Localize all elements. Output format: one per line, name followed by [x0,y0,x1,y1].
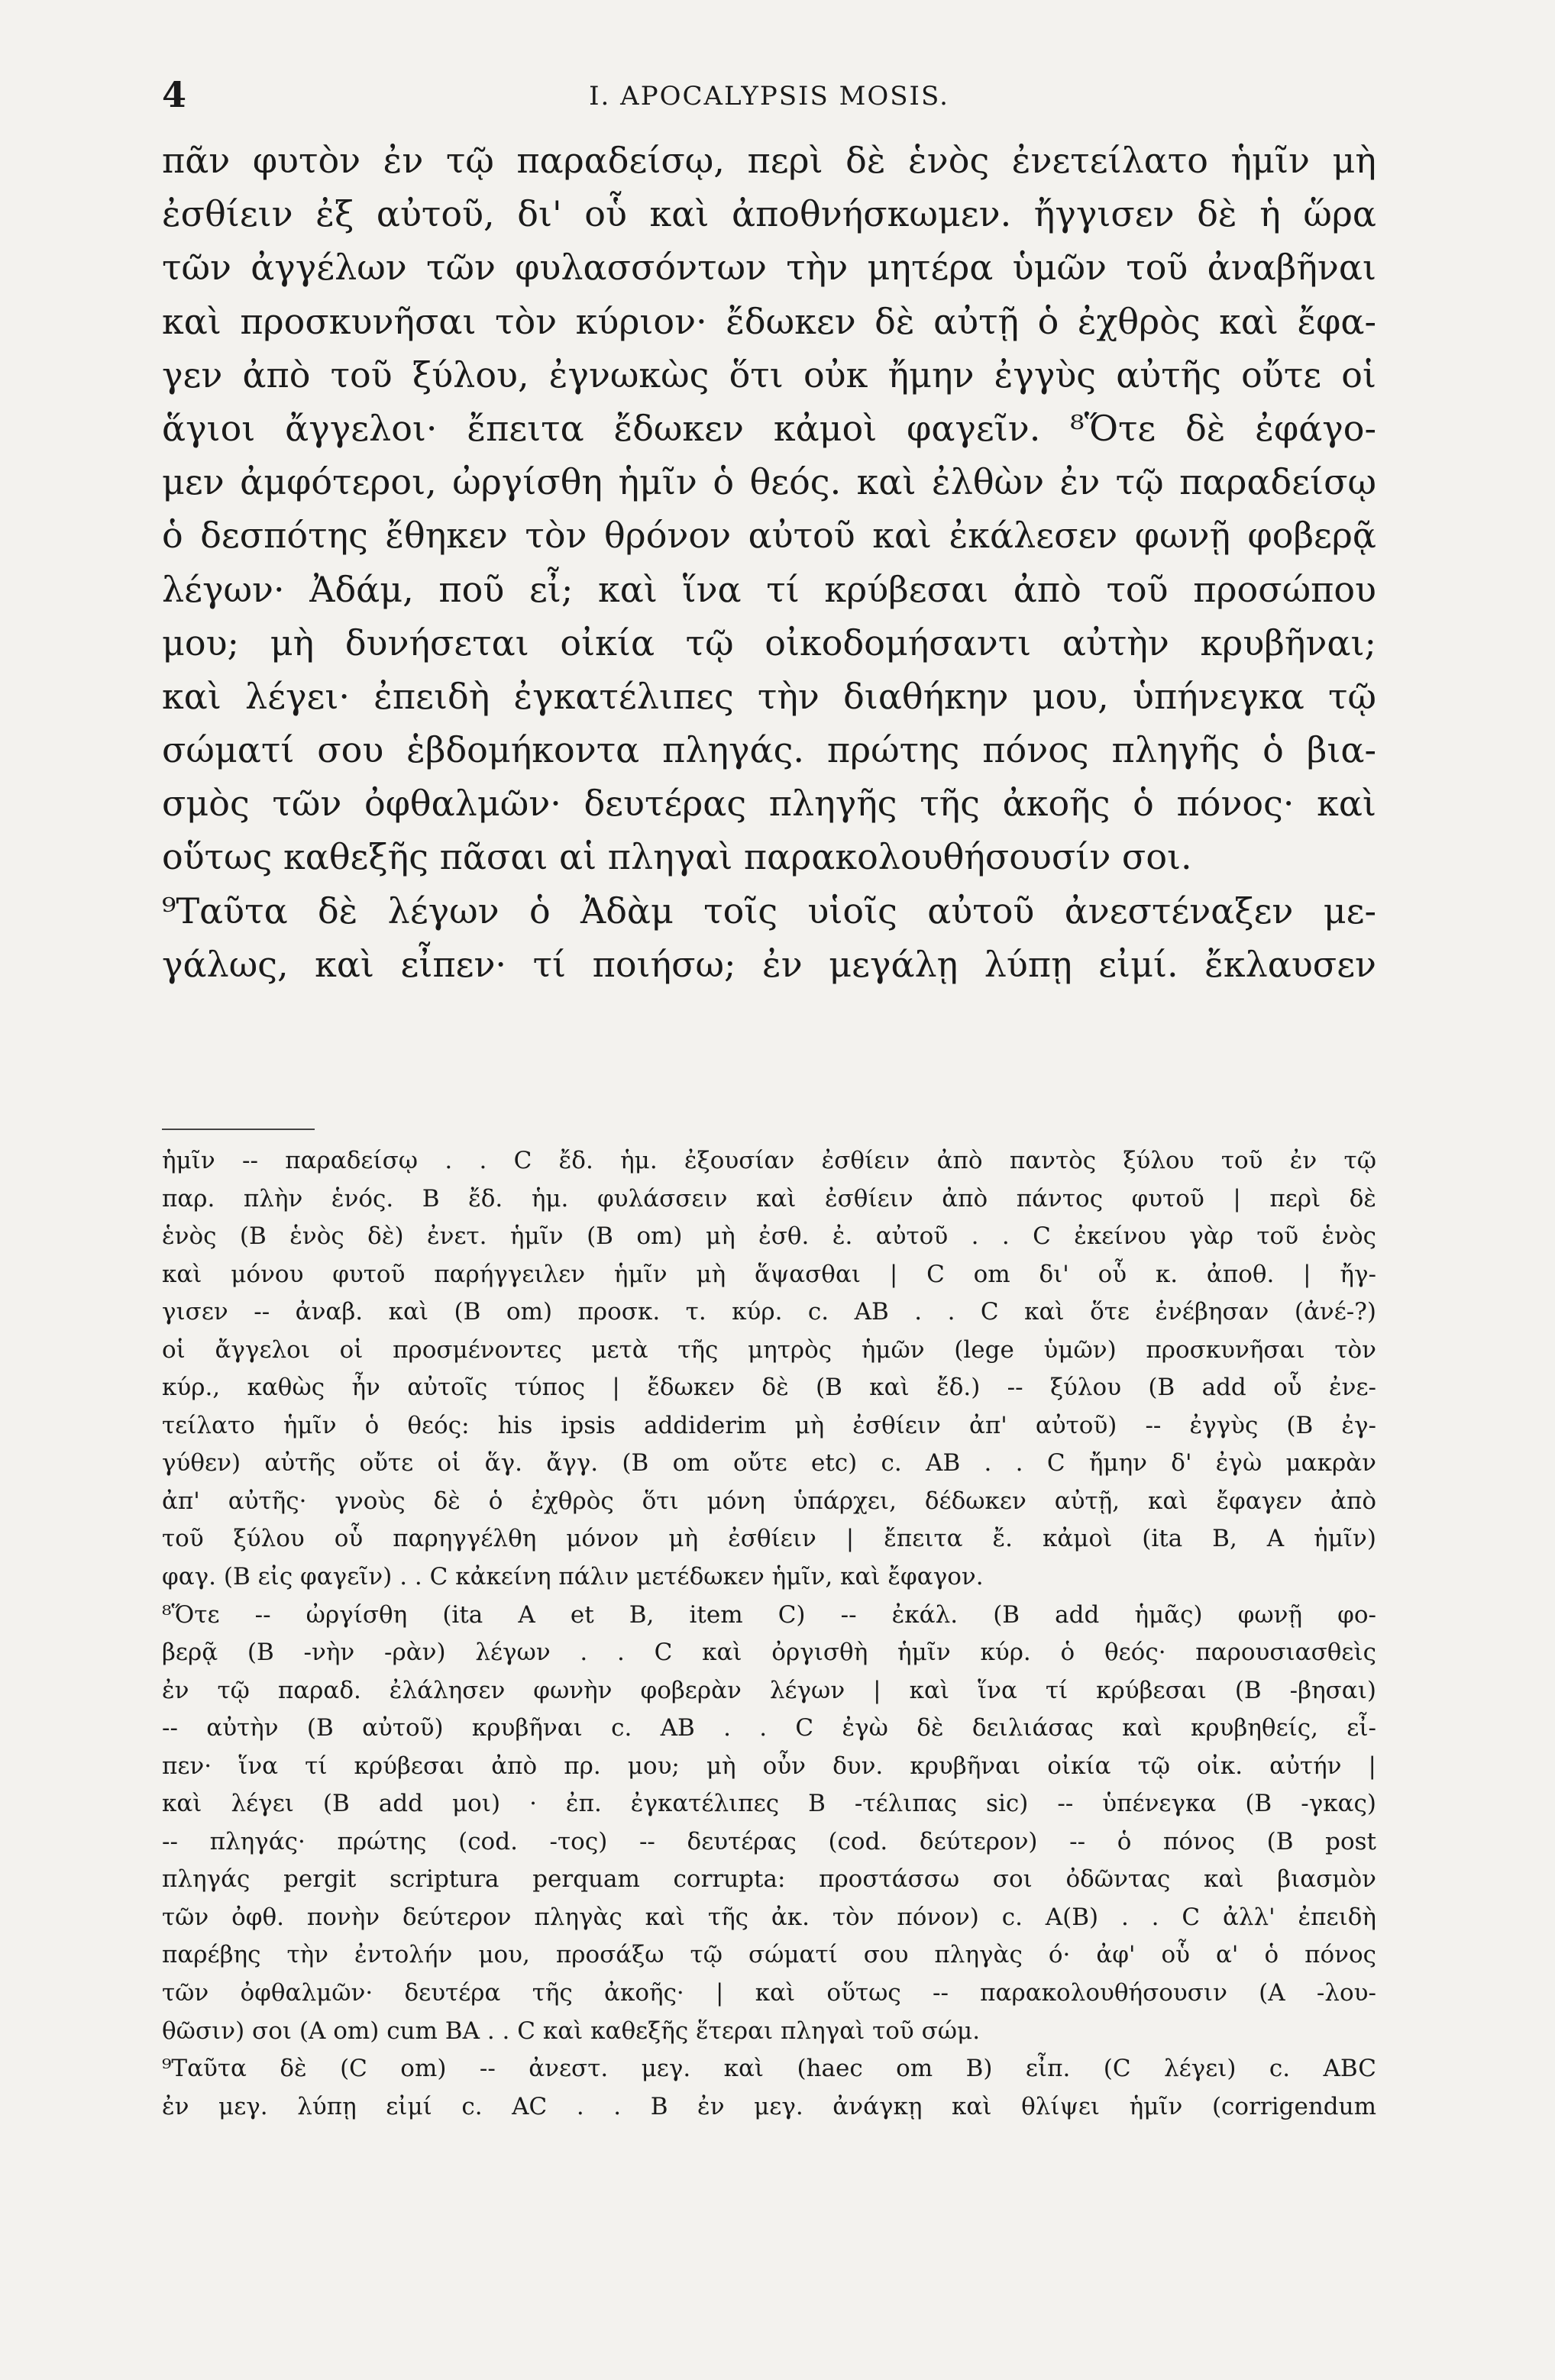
text-line: τῶν ἀγγέλων τῶν φυλασσόντων τὴν μητέρα ὑμῶν τοῦ ἀναβῆναι [162,247,1376,289]
text-line: καὶ λέγει· ἐπειδὴ ἐγκατέλιπες τὴν διαθήκην μου, ὑπήνεγκα τῷ [162,675,1376,717]
footnote-line: οἱ ἄγγελοι οἱ προσμένοντες μετὰ τῆς μητρὸς ἡμῶν (lege ὑμῶν) προσκυνῆσαι τὸν [162,1335,1376,1364]
footnote-line: -- πληγάς· πρώτης (cod. -τος) -- δευτέρας (cod. δεύτερον) -- ὁ πόνος (B post [162,1827,1376,1855]
footnote-line: -- αὐτὴν (B αὐτοῦ) κρυβῆναι c. AB . . C ἐγὼ δὲ δειλιάσας καὶ κρυβηθείς, εἶ- [162,1714,1376,1742]
text-line: ἅγιοι ἄγγελοι· ἔπειτα ἔδωκεν κἀμοὶ φαγεῖν. ⁸Ὅτε δὲ ἐφάγο- [162,407,1376,449]
footnote-line: ⁹Ταῦτα δὲ (C om) -- ἀνεστ. μεγ. καὶ (haec om B) εἶπ. (C λέγει) c. ABC [162,2055,1376,2083]
text-line: καὶ προσκυνῆσαι τὸν κύριον· ἔδωκεν δὲ αὐτῇ ὁ ἐχθρὸς καὶ ἔφα- [162,300,1376,342]
footnote-line: τείλατο ἡμῖν ὁ θεός: his ipsis addiderim μὴ ἐσθίειν ἀπ' αὐτοῦ) -- ἐγγὺς (B ἐγ- [162,1411,1376,1439]
footnote-line: καὶ μόνου φυτοῦ παρήγγειλεν ἡμῖν μὴ ἅψασθαι | C om δι' οὗ κ. ἀποθ. | ἤγ- [162,1260,1376,1288]
footnote-line: θῶσιν) σοι (A om) cum BA . . C καὶ καθεξῆς ἕτεραι πληγαὶ τοῦ σώμ. [162,2017,981,2045]
footnote-line: βερᾷ (B -νὴν -ρὰν) λέγων . . C καὶ ὀργισθὴ ἡμῖν κύρ. ὁ θεός· παρουσιασθεὶς [162,1639,1376,1667]
footnote-divider [162,1129,315,1130]
footnote-line: παρέβης τὴν ἐντολήν μου, προσάξω τῷ σώματί σου πληγὰς ό· ἀφ' οὗ α' ὁ πόνος [162,1941,1376,1969]
footnotes [162,1142,1376,2126]
text-line: οὕτως καθεξῆς πᾶσαι αἱ πληγαὶ παρακολουθήσουσίν σοι. [162,836,1192,878]
text-line: σμὸς τῶν ὀφθαλμῶν· δευτέρας πληγῆς τῆς ἀκοῆς ὁ πόνος· καὶ [162,783,1376,825]
text-line: ὁ δεσπότης ἔθηκεν τὸν θρόνον αὐτοῦ καὶ ἐκάλεσεν φωνῇ φοβερᾷ [162,515,1376,557]
text-line: μου; μὴ δυνήσεται οἰκία τῷ οἰκοδομήσαντι αὐτὴν κρυβῆναι; [162,622,1376,664]
footnote-line: πεν· ἵνα τί κρύβεσαι ἀπὸ πρ. μου; μὴ οὖν δυν. κρυβῆναι οἰκία τῷ οἰκ. αὐτήν | [162,1752,1376,1780]
footnote-line: γισεν -- ἀναβ. καὶ (B om) προσκ. τ. κύρ. c. AB . . C καὶ ὅτε ἐνέβησαν (ἀνέ-?) [162,1298,1376,1326]
footnote-line: γύθεν) αὐτῆς οὔτε οἱ ἅγ. ἄγγ. (B om οὔτε etc) c. AB . . C ἤμην δ' ἐγὼ μακρὰν [162,1449,1376,1477]
text-line: ἐσθίειν ἐξ αὐτοῦ, δι' οὗ καὶ ἀποθνήσκωμεν. ἤγγισεν δὲ ἡ ὥρα [162,193,1376,235]
footnote-line: τῶν ὀφθ. πονὴν δεύτερον πληγὰς καὶ τῆς ἀκ. τὸν πόνον) c. A(B) . . C ἀλλ' ἐπειδὴ [162,1903,1376,1931]
footnote-line: ἀπ' αὐτῆς· γνοὺς δὲ ὁ ἐχθρὸς ὅτι μόνη ὑπάρχει, δέδωκεν αὐτῇ, καὶ ἔφαγεν ἀπὸ [162,1487,1376,1515]
text-line: λέγων· Ἀδάμ, ποῦ εἶ; καὶ ἵνα τί κρύβεσαι ἀπὸ τοῦ προσώπου [162,568,1376,610]
main-text [162,134,1376,991]
footnote-line: ⁸Ὅτε -- ὠργίσθη (ita A et B, item C) -- ἐκάλ. (B add ἡμᾶς) φωνῇ φο- [162,1600,1376,1629]
page-header [162,76,1376,113]
running-title: I. APOCALYPSIS MOSIS. [589,81,949,111]
footnote-line: τοῦ ξύλου οὗ παρηγγέλθη μόνον μὴ ἐσθίειν | ἔπειτα ἔ. κἀμοὶ (ita B, A ἡμῖν) [162,1525,1376,1553]
text-line: πᾶν φυτὸν ἐν τῷ παραδείσῳ, περὶ δὲ ἑνὸς ἐνετείλατο ἡμῖν μὴ [162,140,1376,181]
footnote-line: ἑνὸς (B ἑνὸς δὲ) ἐνετ. ἡμῖν (B om) μὴ ἐσθ. ἐ. αὐτοῦ . . C ἐκείνου γὰρ τοῦ ἑνὸς [162,1222,1376,1251]
footnote-line: φαγ. (B εἰς φαγεῖν) . . C κἀκείνη πάλιν μετέδωκεν ἡμῖν, καὶ ἔφαγον. [162,1563,984,1591]
footnote-line: ἐν μεγ. λύπῃ εἰμί c. AC . . B ἐν μεγ. ἀνάγκῃ καὶ θλίψει ἡμῖν (corrigendum [162,2092,1376,2120]
footnote-line: κύρ., καθὼς ἦν αὐτοῖς τύπος | ἔδωκεν δὲ (B καὶ ἔδ.) -- ξύλου (B add οὗ ἐνε- [162,1374,1376,1402]
text-line: μεν ἀμφότεροι, ὠργίσθη ἡμῖν ὁ θεός. καὶ ἐλθὼν ἐν τῷ παραδείσῳ [162,461,1376,503]
footnote-line: τῶν ὀφθαλμῶν· δευτέρα τῆς ἀκοῆς· | καὶ οὕτως -- παρακολουθήσουσιν (A -λου- [162,1979,1376,2007]
footnote-line: παρ. πλὴν ἑνός. B ἔδ. ἡμ. φυλάσσειν καὶ ἐσθίειν ἀπὸ πάντος φυτοῦ | περὶ δὲ [162,1184,1376,1213]
text-line: σώματί σου ἑβδομήκοντα πληγάς. πρώτης πόνος πληγῆς ὁ βια- [162,729,1376,771]
footnote-line: πληγάς pergit scriptura perquam corrupta: προστάσσω σοι ὀδῶντας καὶ βιασμὸν [162,1865,1376,1894]
footnote-line: καὶ λέγει (B add μοι) · ἐπ. ἐγκατέλιπες B -τέλιπας sic) -- ὑπένεγκα (B -γκας) [162,1790,1376,1818]
page-number: 4 [162,74,187,115]
text-line: γάλως, καὶ εἶπεν· τί ποιήσω; ἐν μεγάλῃ λύπῃ εἰμί. ἔκλαυσεν [162,943,1376,985]
footnote-line: ἐν τῷ παραδ. ἐλάλησεν φωνὴν φοβερὰν λέγων | καὶ ἵνα τί κρύβεσαι (B -βησαι) [162,1676,1376,1704]
footnote-line: ἡμῖν -- παραδείσῳ . . C ἔδ. ἡμ. ἐξουσίαν ἐσθίειν ἀπὸ παντὸς ξύλου τοῦ ἐν τῷ [162,1147,1376,1174]
text-line: γεν ἀπὸ τοῦ ξύλου, ἐγνωκὼς ὅτι οὐκ ἤμην ἐγγὺς αὐτῆς οὔτε οἱ [162,354,1376,396]
text-line: ⁹Ταῦτα δὲ λέγων ὁ Ἀδὰμ τοῖς υἱοῖς αὐτοῦ ἀνεστέναξεν με- [162,890,1376,932]
